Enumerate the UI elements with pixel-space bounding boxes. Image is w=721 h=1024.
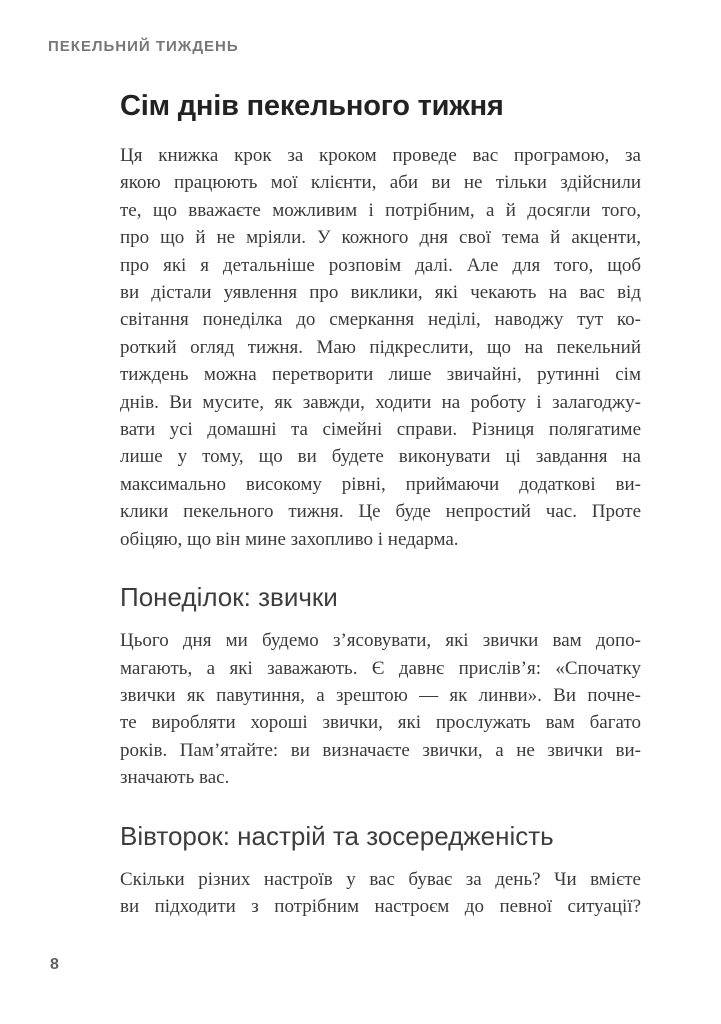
- text-line: якою працюють мої клієнти, аби ви не тільки здійснили: [120, 172, 641, 194]
- text-line: те виробляти хороші звички, які прослужать вам багато: [120, 712, 641, 734]
- intro-paragraph: [120, 142, 641, 553]
- text-line: значають вас.: [120, 767, 230, 789]
- tuesday-paragraph: [120, 866, 641, 921]
- text-line: те, що вважаєте можливим і потрібним, а й досягли того,: [120, 199, 641, 221]
- text-line: Ця книжка крок за кроком проведе вас програмою, за: [120, 145, 641, 166]
- text-line: ви дістали уявлення про виклики, які чекають на вас від: [120, 282, 641, 304]
- text-line: роткий огляд тижня. Маю підкреслити, що на пекельний: [120, 336, 641, 358]
- monday-paragraph: [120, 627, 641, 791]
- text-line: світання понеділка до смеркання неділі, наводжу тут ко-: [120, 309, 641, 331]
- text-line: обіцяю, що він мине захопливо і недарма.: [120, 528, 459, 550]
- text-line: лише у тому, що ви будете виконувати ці завдання на: [120, 446, 641, 468]
- text-line: вати усі домашні та сімейні справи. Різниця полягатиме: [120, 419, 641, 441]
- text-line: про що й не мріяли. У кожного дня свої тема й акценти,: [120, 227, 641, 249]
- text-line: магають, а які заважають. Є давнє прислів’я: «Спочатку: [120, 657, 641, 679]
- text-line: клики пекельного тижня. Це буде непростий час. Проте: [120, 501, 641, 523]
- text-line: тиждень можна перетворити лише звичайні, рутинні сім: [120, 364, 641, 386]
- section-heading-monday: Понеділок: звички: [120, 582, 338, 613]
- running-header: ПЕКЕЛЬНИЙ ТИЖДЕНЬ: [48, 38, 239, 55]
- text-line: Цього дня ми будемо з’ясовувати, які звички вам допо-: [120, 630, 641, 652]
- text-line: Скільки різних настроїв у вас буває за день? Чи вмієте: [120, 868, 641, 890]
- page-number: 8: [50, 956, 59, 973]
- chapter-title: Сім днів пекельного тижня: [120, 90, 504, 122]
- text-line: днів. Ви мусите, як завжди, ходити на роботу і залагоджу-: [120, 391, 641, 413]
- text-line: років. Пам’ятайте: ви визначаєте звички, а не звички ви-: [120, 739, 641, 761]
- page-content: [120, 88, 641, 920]
- text-line: про які я детальніше розповім далі. Але для того, щоб: [120, 254, 641, 276]
- text-line: звички як павутиння, а зрештою — як линви». Ви почне-: [120, 684, 641, 706]
- text-line: ви підходити з потрібним настроєм до певної ситуації?: [120, 895, 641, 917]
- section-heading-tuesday: Вівторок: настрій та зосередженість: [120, 820, 554, 851]
- text-line: максимально високому рівні, приймаючи додаткові ви-: [120, 473, 641, 495]
